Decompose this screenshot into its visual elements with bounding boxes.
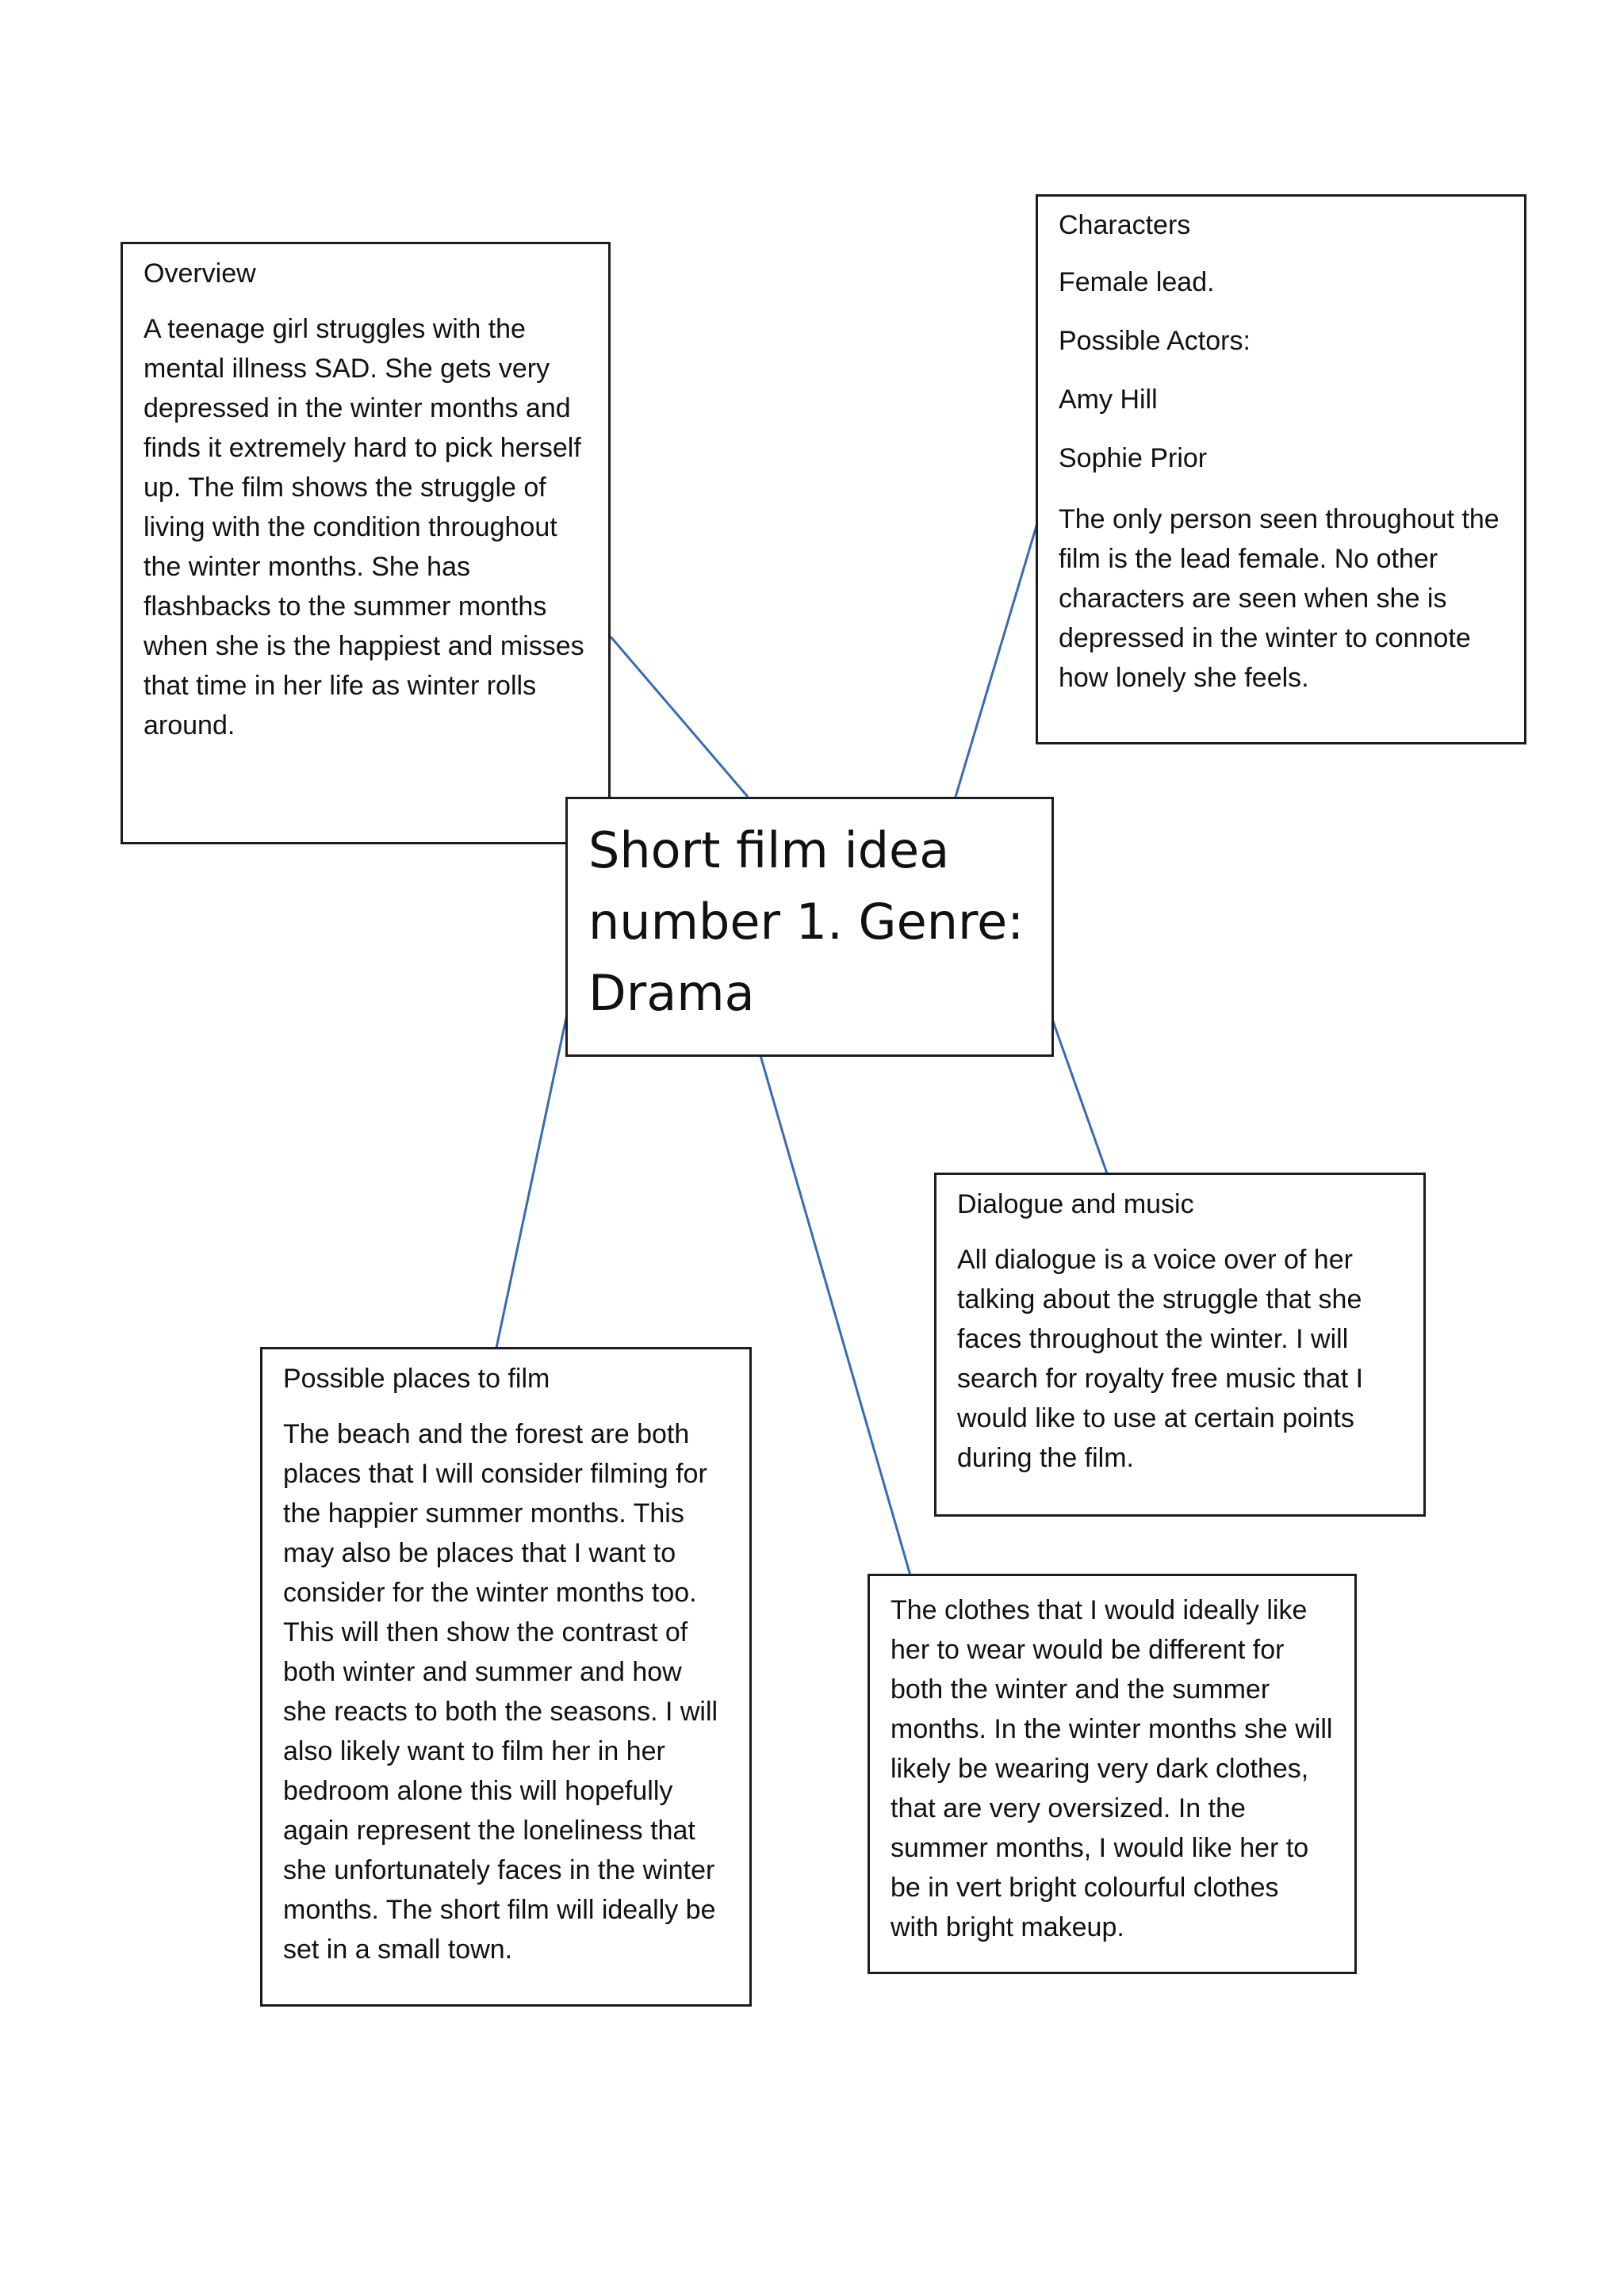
clothes-text: The clothes that I would ideally like her to wear would be different for both the winter and the summer months. In the winter months she will likely be wearing very dark clothes, that are very oversized. In the summer months, I would like her to be in vert bright colourful clothes with bright makeup. [891,1595,1333,1942]
places-title: Possible places to film [283,1364,550,1394]
characters-actors-label: Possible Actors: [1059,326,1251,356]
overview-title: Overview [144,258,256,289]
overview-box [121,242,611,844]
dialogue-box [934,1173,1426,1517]
characters-actor-1: Amy Hill [1059,385,1158,415]
connector-clothes [743,995,910,1575]
characters-text: The only person seen throughout the film is the lead female. No other characters are seen when she is depressed in the winter to connote how lonely she feels. [1059,504,1500,693]
central-topic-box [565,797,1054,1057]
clothes-box [868,1574,1357,1974]
places-text: The beach and the forest are both places that I will consider filming for the happier summer months. This may also be places that I want to consider for the winter months too. This will then show the contrast of both winter and summer and how she reacts to both the seasons. I will also likely want to film her in her bedroom alone this will hopefully again represent the loneliness that she unfortunately faces in the winter months. The short film will ideally be set in a small town. [283,1419,718,1965]
central-title: Short film idea number 1. Genre: Drama [588,821,1025,1022]
overview-text: A teenage girl struggles with the mental illness SAD. She gets very depressed in the winter months and finds it extremely hard to pick herself up. The film shows the struggle of living with the condition throughout the winter months. She has flashbacks to the summer months when she is the happiest and misses that time in her life as winter rolls around. [144,314,584,740]
characters-actor-2: Sophie Prior [1059,443,1208,473]
characters-lead: Female lead. [1059,267,1215,297]
characters-title: Characters [1059,210,1191,240]
dialogue-title: Dialogue and music [957,1189,1194,1219]
places-box [260,1347,752,2007]
characters-box [1036,194,1526,744]
dialogue-text: All dialogue is a voice over of her talking about the struggle that she faces throughout the winter. I will search for royalty free music that I would like to use at certain points during the film. [957,1245,1364,1473]
connector-overview [611,637,748,797]
connector-characters [956,523,1037,797]
connector-places [496,988,573,1348]
